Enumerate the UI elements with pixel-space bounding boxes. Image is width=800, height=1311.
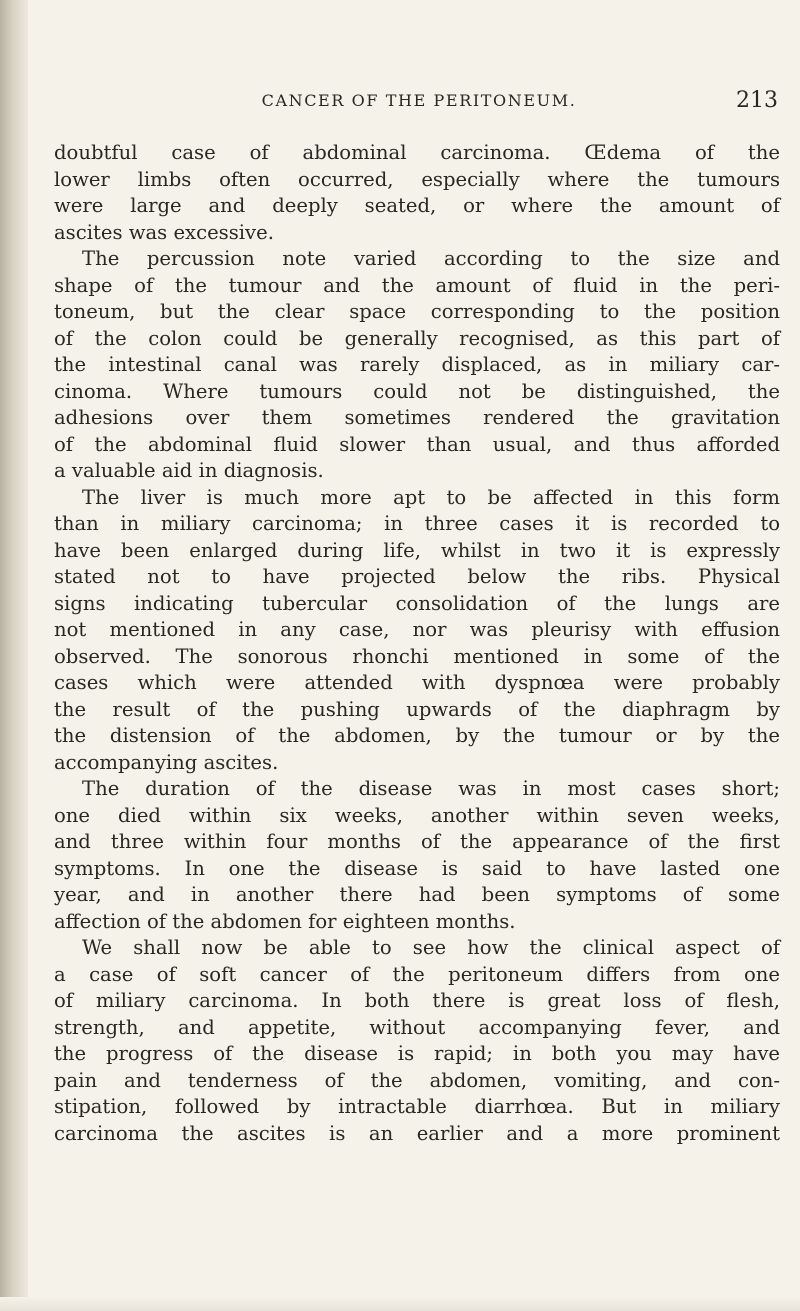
text-line: the progress of the disease is rapid; in both you may have [54,1042,780,1065]
text-line: the result of the pushing upwards of the diaphragm by [54,697,780,721]
text-line: were large and deeply seated, or where the amount of [54,194,780,217]
text-line: The duration of the disease was in most cases short; [82,777,780,800]
text-line: a valuable aid in diagnosis. [54,459,324,482]
text-line: ascites was excessive. [54,220,274,244]
text-line: shape of the tumour and the amount of fluid in the peri- [54,273,780,297]
text-line: cinoma. Where tumours could not be distinguished, the [54,379,780,403]
body-text [54,140,780,1147]
text-line: toneum, but the clear space corresponding to the position [54,300,780,323]
text-line: and three within four months of the appearance of the first [54,830,780,853]
text-line: of miliary carcinoma. In both there is great loss of flesh, [54,989,780,1012]
text-line: signs indicating tubercular consolidation of the lungs are [54,591,780,615]
text-line: The percussion note varied according to the size and [82,247,780,270]
text-line: adhesions over them sometimes rendered the gravitation [54,406,780,429]
text-line: year, and in another there had been symptoms of some [54,883,780,906]
running-head: CANCER OF THE PERITONEUM. [261,91,577,110]
binding-gutter [0,0,28,1311]
text-line: strength, and appetite, without accompanying fever, and [54,1015,780,1039]
text-line: symptoms. In one the disease is said to have lasted one [54,856,780,880]
page-bottom-edge [0,1297,800,1311]
text-line: pain and tenderness of the abdomen, vomiting, and con- [54,1068,780,1092]
text-line: of the abdominal fluid slower than usual, and thus afforded [54,432,780,456]
text-line: not mentioned in any case, nor was pleurisy with effusion [54,618,780,641]
page-number: 213 [736,88,778,113]
text-line: one died within six weeks, another within seven weeks, [54,803,780,827]
page-header [60,88,778,114]
text-line: observed. The sonorous rhonchi mentioned in some of the [54,644,780,668]
text-line: the intestinal canal was rarely displaced, as in miliary car- [54,353,780,376]
text-line: affection of the abdomen for eighteen months. [54,909,516,933]
text-line: doubtful case of abdominal carcinoma. Œdema of the [54,141,780,164]
text-line: the distension of the abdomen, by the tumour or by the [54,724,780,747]
text-line: lower limbs often occurred, especially where the tumours [54,167,780,191]
text-line: We shall now be able to see how the clinical aspect of [82,936,780,959]
text-line: than in miliary carcinoma; in three cases it is recorded to [54,512,780,535]
text-line: The liver is much more apt to be affected in this form [82,485,780,509]
text-line: accompanying ascites. [54,750,279,774]
text-line: of the colon could be generally recognised, as this part of [54,326,780,350]
text-line: carcinoma the ascites is an earlier and a more prominent [54,1121,780,1145]
text-line: stated not to have projected below the ribs. Physical [54,565,780,588]
text-line: cases which were attended with dyspnœa were probably [54,671,780,694]
text-line: stipation, followed by intractable diarrhœa. But in miliary [54,1095,780,1118]
text-line: have been enlarged during life, whilst in two it is expressly [54,538,780,562]
text-line: a case of soft cancer of the peritoneum differs from one [54,962,780,986]
